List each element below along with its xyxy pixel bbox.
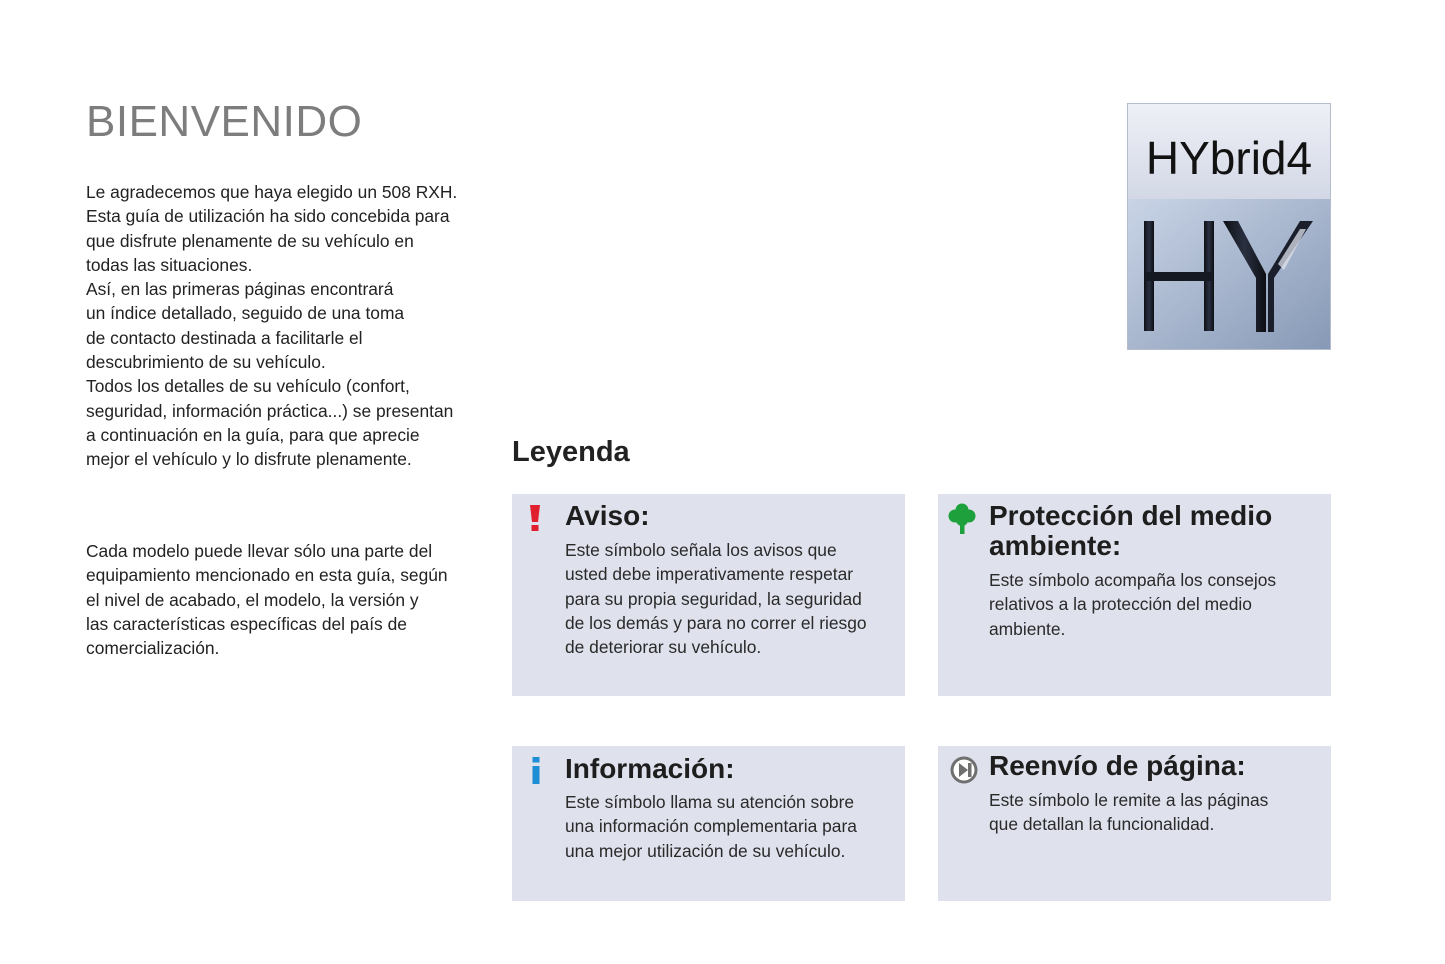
- text-line: para su propia seguridad, la seguridad: [565, 588, 862, 609]
- text-line: usted debe imperativamente respetar: [565, 564, 854, 585]
- intro-line: todas las situaciones.: [86, 254, 253, 275]
- legend-environment-box: [938, 494, 1331, 696]
- text-line: que detallan la funcionalidad.: [989, 814, 1215, 835]
- text-line: de deteriorar su vehículo.: [565, 637, 762, 658]
- text-line: Este símbolo acompaña los consejos: [989, 570, 1277, 590]
- text-line: relativos a la protección del medio: [989, 594, 1252, 615]
- intro-line: que disfrute plenamente de su vehículo en: [86, 230, 414, 251]
- legend-page-reference-title: Reenvío de página:: [989, 750, 1246, 781]
- note-line: el nivel de acabado, el modelo, la versión y: [86, 589, 419, 610]
- legend-title: Leyenda: [512, 436, 630, 468]
- exclamation-icon: [528, 505, 542, 533]
- intro-line: Todos los detalles de su vehículo (confort,: [86, 376, 410, 397]
- note-line: las características específicas del país de: [86, 613, 407, 634]
- logo-text: HYbrid4: [1145, 132, 1313, 184]
- hybrid4-logo-graphic: [1128, 104, 1330, 349]
- intro-line: un índice detallado, seguido de una toma: [86, 303, 405, 324]
- page-title: BIENVENIDO: [86, 97, 363, 146]
- equipment-note: [86, 539, 486, 660]
- text-line: de los demás y para no correr el riesgo: [565, 612, 867, 633]
- note-line: comercialización.: [86, 638, 220, 659]
- info-icon: [531, 757, 541, 784]
- legend-environment-title: [989, 501, 1272, 561]
- intro-line: mejor el vehículo y lo disfrute plenamente.: [86, 449, 412, 470]
- intro-line: Le agradecemos que haya elegido un 508 RXH.: [86, 182, 458, 202]
- legend-warning-text: [565, 538, 900, 659]
- legend-warning-box: [512, 494, 905, 696]
- text-line: Este símbolo señala los avisos que: [565, 540, 837, 560]
- title-line: Protección del medio: [989, 500, 1273, 531]
- tree-icon: [948, 503, 976, 535]
- intro-line: a continuación en la guía, para que aprecie: [86, 424, 420, 445]
- hybrid4-logo: [1127, 103, 1331, 350]
- text-line: una mejor utilización de su vehículo.: [565, 840, 846, 861]
- legend-page-reference-box: [938, 746, 1331, 901]
- intro-line: Así, en las primeras páginas encontrará: [86, 279, 394, 300]
- legend-info-text: [565, 790, 900, 863]
- legend-warning-title: Aviso:: [565, 500, 650, 531]
- intro-line: Esta guía de utilización ha sido concebida para: [86, 206, 450, 227]
- page-forward-icon: [949, 755, 979, 785]
- legend-info-title: Información:: [565, 753, 735, 784]
- legend-info-box: [512, 746, 905, 901]
- legend-environment-text: [989, 568, 1324, 641]
- intro-text: [86, 180, 486, 472]
- text-line: Este símbolo le remite a las páginas: [989, 790, 1269, 810]
- text-line: una información complementaria para: [565, 816, 857, 837]
- title-line: ambiente:: [989, 530, 1122, 561]
- text-line: ambiente.: [989, 618, 1066, 639]
- intro-line: de contacto destinada a facilitarle el: [86, 327, 363, 348]
- text-line: Este símbolo llama su atención sobre: [565, 792, 855, 812]
- intro-line: descubrimiento de su vehículo.: [86, 352, 326, 373]
- intro-line: seguridad, información práctica...) se presentan: [86, 400, 454, 421]
- note-line: Cada modelo puede llevar sólo una parte del: [86, 541, 433, 561]
- note-line: equipamiento mencionado en esta guía, según: [86, 565, 448, 586]
- legend-page-reference-text: [989, 788, 1324, 837]
